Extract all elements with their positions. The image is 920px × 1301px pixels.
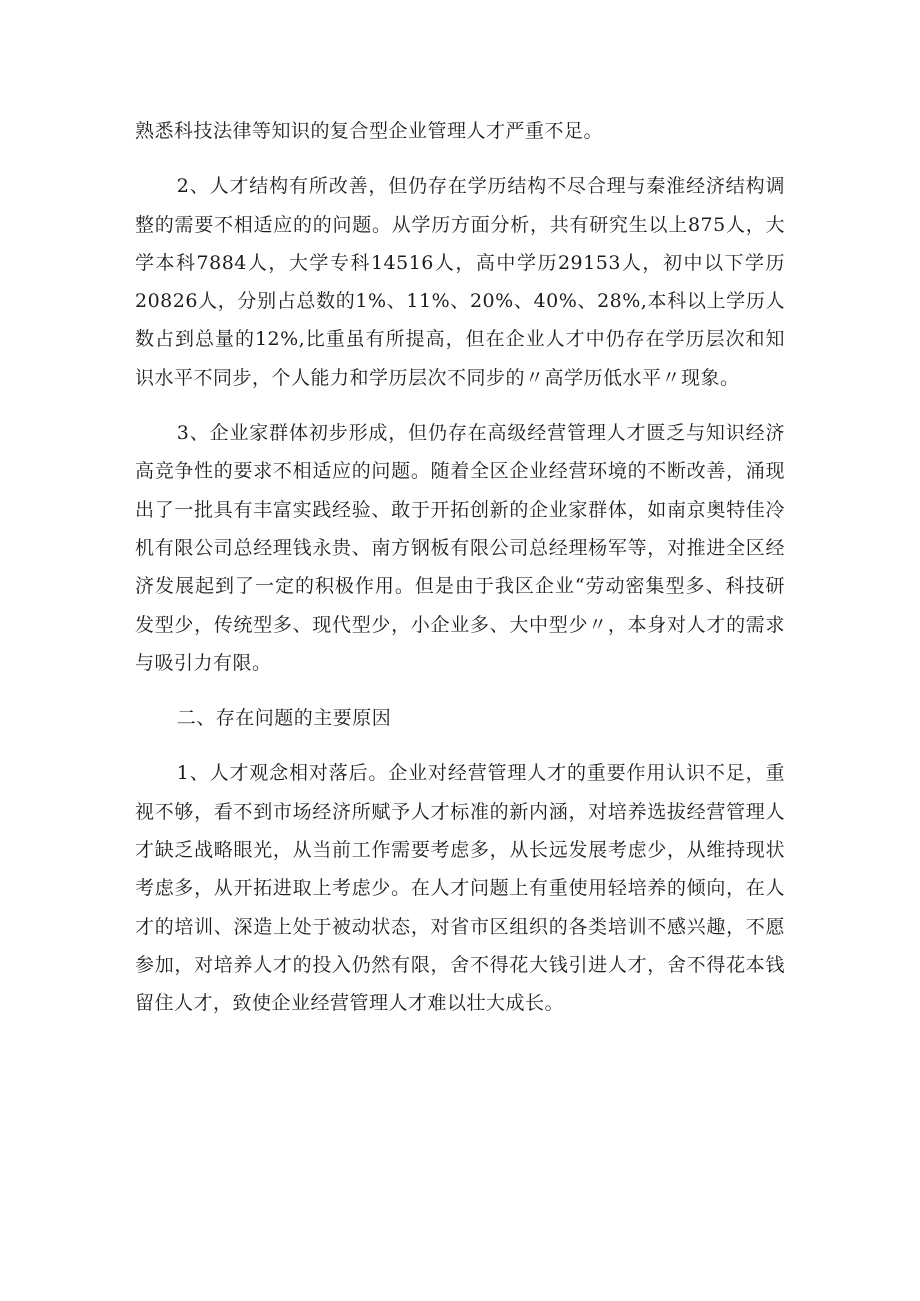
paragraph-continuation: 熟悉科技法律等知识的复合型企业管理人才严重不足。 [135, 120, 604, 142]
paragraph-entrepreneur-group: 3、企业家群体初步形成，但仍存在高级经营管理人才匮乏与知识经济高竞争性的要求不相适应的问题。随着全区企业经营环境的不断改善，涌现出了一批具有丰富实践经验、敢于开拓创新的企业家群体，如南京奥特佳冷机有限公司总经理钱永贵、南方钢板有限公司总经理杨军等，对推进全区经济发展起到了一定的积极作用。但是由于我区企业“劳动密集型多、科技研发型少，传统型多、现代型少，小企业多、大中型少〃，本身对人才的需求与吸引力有限。 [135, 422, 785, 674]
paragraph-talent-structure: 2、人才结构有所改善，但仍存在学历结构不尽合理与秦淮经济结构调整的需要不相适应的的问题。从学历方面分析，共有研究生以上875人，大学本科7884人，大学专科14516人，高中学历29153人，初中以下学历20826人，分别占总数的1%、11%、20%、40%、28%,本科以上学历人数占到总量的12%,比重虽有所提高，但在企业人才中仍存在学历层次和知识水平不同步，个人能力和学历层次不同步的〃高学历低水平〃现象。 [135, 175, 785, 389]
paragraph-talent-concept: 1、人才观念相对落后。企业对经营管理人才的重要作用认识不足，重视不够，看不到市场经济所赋予人才标准的新内涵，对培养选拔经营管理人才缺乏战略眼光，从当前工作需要考虑多，从长远发展考虑少，从维持现状考虑多，从开拓进取上考虑少。在人才问题上有重使用轻培养的倾向，在人才的培训、深造上处于被动状态，对省市区组织的各类培训不感兴趣，不愿参加，对培养人才的投入仍然有限，舍不得花大钱引进人才，舍不得花本钱留住人才，致使企业经营管理人才难以壮大成长。 [135, 762, 785, 1015]
section-heading-main-causes: 二、存在问题的主要原因 [176, 707, 392, 730]
document-body [135, 112, 785, 1023]
